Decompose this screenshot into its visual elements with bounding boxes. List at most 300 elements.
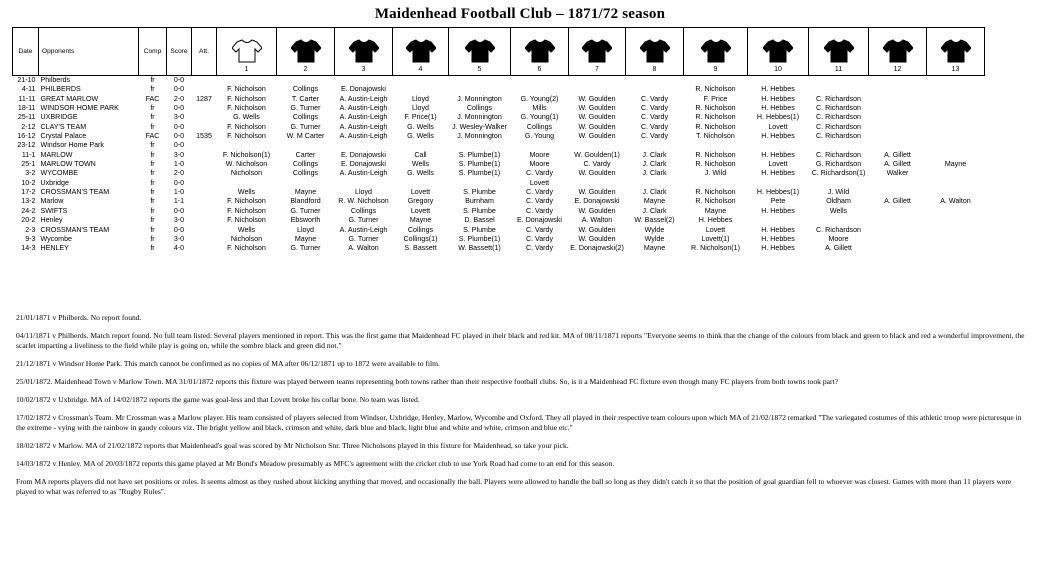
- player-cell: Mills: [532, 104, 547, 113]
- match-attendance: [192, 169, 217, 178]
- player-number: 1: [244, 65, 249, 73]
- match-row: [13, 226, 985, 235]
- match-row: [13, 169, 985, 178]
- match-opponent: MARLOW TOWN: [40, 160, 96, 169]
- player-cell: F. Nicholson: [227, 104, 266, 113]
- player-cell: Wylde: [644, 234, 665, 243]
- player-cell: [277, 141, 335, 150]
- player-cell: E. Donajowski: [574, 197, 620, 206]
- player-cell: Call: [414, 150, 427, 159]
- player-cell: [569, 141, 626, 150]
- player-number: 5: [477, 65, 482, 73]
- note-paragraph: 18/02/1872 v Marlow. MA of 21/02/1872 reports that Maidenhead's goal was scored by Mr Nicholson Snr. Three Nicholsons played in this fixture for Maidenhead, so take your pick.: [16, 440, 569, 450]
- player-cell: Lloyd: [412, 94, 429, 103]
- player-cell: A. Austin-Leigh: [339, 225, 388, 234]
- match-competition: FAC: [145, 132, 160, 141]
- player-cell: F. Nicholson: [227, 122, 266, 131]
- player-cell: W. Goulden: [578, 94, 616, 103]
- match-score: 0-0: [173, 104, 185, 113]
- match-competition: fr: [150, 122, 155, 131]
- player-number: 12: [893, 65, 902, 73]
- player-number: 3: [361, 65, 366, 73]
- player-cell: J. Clark: [642, 169, 667, 178]
- player-cell: H. Hebbes: [761, 85, 795, 94]
- player-cell: [335, 76, 393, 86]
- player-cell: [449, 141, 511, 150]
- black-shirt-icon: [824, 39, 854, 63]
- match-row: [13, 244, 985, 253]
- player-cell: Mayne: [294, 234, 317, 243]
- player-cell: G. Turner: [290, 104, 321, 113]
- header-date: Date: [13, 28, 39, 76]
- match-date: 11-11: [18, 94, 36, 103]
- player-cell: [869, 104, 927, 113]
- player-cell: C. Vardy: [525, 234, 554, 243]
- match-competition: fr: [150, 178, 155, 187]
- player-cell: [869, 85, 927, 94]
- player-cell: S. Bassett: [404, 244, 437, 253]
- player-number: 10: [774, 65, 782, 73]
- player-cell: [335, 179, 393, 188]
- player-cell: [809, 216, 869, 225]
- player-number: 6: [537, 65, 542, 73]
- player-cell: H. Hebbes: [761, 244, 795, 253]
- player-cell: A. Austin-Leigh: [339, 132, 388, 141]
- player-cell: F. Nicholson(1): [222, 150, 271, 159]
- match-score: 0-0: [173, 178, 185, 187]
- player-cell: [927, 104, 985, 113]
- player-cell: Blandford: [290, 197, 321, 206]
- player-cell: [927, 226, 985, 235]
- player-cell: C. Vardy: [525, 197, 554, 206]
- match-opponent: GREAT MARLOW: [40, 94, 99, 103]
- player-cell: F. Nicholson: [227, 244, 266, 253]
- player-cell: A. Gillett: [884, 160, 911, 169]
- player-cell: [869, 179, 927, 188]
- player-cell: Lovett: [410, 206, 431, 215]
- player-cell: J. Clark: [642, 188, 667, 197]
- player-cell: E. Donajowski: [341, 160, 386, 169]
- player-cell: [869, 113, 927, 122]
- player-cell: J. Clark: [642, 150, 667, 159]
- player-cell: [626, 76, 684, 86]
- player-cell: G. Richardson: [815, 160, 862, 169]
- player-cell: T. Carter: [291, 94, 320, 103]
- player-cell: [569, 76, 626, 86]
- player-cell: [927, 169, 985, 178]
- player-cell: H. Hebbes: [761, 225, 795, 234]
- player-cell: R. Nicholson: [695, 160, 736, 169]
- player-cell: F. Nicholson: [227, 132, 266, 141]
- header-att: Att.: [192, 28, 217, 76]
- match-score: 1-1: [173, 197, 185, 206]
- player-cell: [569, 85, 626, 94]
- player-cell: A. Austin-Leigh: [339, 104, 388, 113]
- note-paragraph: 21/01/1871 v Philberds. No report found.: [16, 313, 142, 322]
- player-cell: [449, 76, 511, 86]
- match-competition: fr: [150, 206, 155, 215]
- header-player-10: [748, 28, 809, 76]
- black-shirt-icon: [525, 39, 555, 63]
- player-cell: [684, 76, 748, 86]
- player-cell: F. Price: [703, 94, 728, 103]
- match-attendance: [192, 179, 217, 188]
- player-cell: C. Richardson: [816, 104, 861, 113]
- player-cell: F. Nicholson: [227, 206, 266, 215]
- player-cell: [511, 76, 569, 86]
- match-competition: fr: [150, 244, 155, 253]
- player-cell: G. Wells: [407, 169, 434, 178]
- player-cell: W. Goulden(1): [574, 150, 620, 159]
- player-cell: H. Hebbes: [761, 94, 795, 103]
- match-competition: fr: [150, 169, 155, 178]
- player-cell: R. Nicholson: [695, 197, 736, 206]
- match-opponent: Wycombe: [40, 234, 72, 243]
- black-shirt-icon: [763, 39, 793, 63]
- match-score: 4-0: [173, 244, 185, 253]
- player-cell: S. Plumbe: [463, 188, 496, 197]
- match-score: 1-0: [173, 160, 185, 169]
- player-cell: C. Richardson: [816, 225, 861, 234]
- player-cell: G. Turner: [348, 234, 379, 243]
- player-cell: Mayne: [643, 244, 666, 253]
- player-cell: W. Goulden: [578, 122, 616, 131]
- header-player-9: [684, 28, 748, 76]
- player-cell: [809, 76, 869, 86]
- note-paragraph: 10/02/1872 v Uxbridge. MA of 14/02/1872 reports the game was goal-less and that Lovett broke his collar bone. No team was listed.: [16, 394, 420, 404]
- player-cell: [927, 76, 985, 86]
- match-attendance: [192, 113, 217, 122]
- player-cell: [393, 76, 449, 86]
- player-cell: Collings: [350, 206, 377, 215]
- player-cell: Collings: [526, 122, 553, 131]
- match-table: [12, 27, 985, 254]
- player-cell: W. Goulden: [578, 169, 616, 178]
- match-row: [13, 151, 985, 160]
- match-attendance: [192, 244, 217, 253]
- player-cell: G. Turner: [348, 216, 379, 225]
- player-cell: [748, 141, 809, 150]
- player-number: 4: [418, 65, 423, 73]
- player-cell: [511, 85, 569, 94]
- match-competition: fr: [150, 141, 155, 150]
- match-competition: fr: [150, 234, 155, 243]
- player-number: 13: [951, 65, 960, 73]
- player-number: 8: [652, 65, 657, 73]
- player-cell: S. Plumbe(1): [458, 160, 501, 169]
- match-score: 0-0: [173, 76, 185, 84]
- player-cell: F. Price(1): [404, 113, 437, 122]
- header-score: Score: [167, 28, 192, 76]
- player-cell: [927, 123, 985, 132]
- header-player-13: [927, 28, 985, 76]
- player-cell: C. Richardson: [816, 94, 861, 103]
- player-cell: D. Bassel: [464, 216, 495, 225]
- player-cell: E. Donajowski: [341, 150, 386, 159]
- player-cell: G. Wells: [407, 122, 434, 131]
- player-cell: Lloyd: [355, 188, 372, 197]
- match-attendance: [192, 141, 217, 150]
- match-date: 14-3: [21, 244, 36, 253]
- player-cell: [869, 141, 927, 150]
- player-cell: G. Wells: [407, 132, 434, 141]
- player-cell: W. M Carter: [286, 132, 325, 141]
- player-cell: [511, 141, 569, 150]
- player-cell: Collings(1): [403, 234, 438, 243]
- match-score: 2-0: [173, 94, 185, 103]
- player-cell: R. Nicholson: [695, 150, 736, 159]
- match-competition: FAC: [145, 94, 160, 103]
- match-date: 20-2: [21, 216, 36, 225]
- player-cell: Collings: [292, 160, 319, 169]
- match-attendance: [192, 226, 217, 235]
- player-cell: F. Nicholson: [227, 197, 266, 206]
- header-player-11: [809, 28, 869, 76]
- match-attendance: [192, 85, 217, 94]
- player-cell: A. Gillett: [884, 197, 911, 206]
- player-cell: A. Gillett: [884, 150, 911, 159]
- header-player-2: [277, 28, 335, 76]
- player-cell: T. Nicholson: [696, 132, 735, 141]
- match-row: [13, 95, 985, 104]
- player-cell: W. Goulden: [578, 188, 616, 197]
- match-date: 11-1: [21, 150, 36, 159]
- player-cell: Walker: [886, 169, 909, 178]
- note-paragraph: 25/01/1872. Maidenhead Town v Marlow Town. MA 31/01/1872 reports this fixture was played between teams representing both towns rather than their respective football clubs. So, is it a Maidenhead FC fixture even though many FC players from both towns took part?: [16, 376, 838, 386]
- match-opponent: WINDSOR HOME PARK: [40, 104, 119, 113]
- player-cell: [684, 179, 748, 188]
- player-cell: Oldham: [826, 197, 851, 206]
- match-row: [13, 216, 985, 225]
- player-number: 11: [834, 65, 843, 73]
- player-cell: S. Plumbe: [463, 225, 496, 234]
- player-cell: J. Wild: [704, 169, 727, 178]
- match-notes: [16, 313, 1028, 505]
- match-opponent: Marlow: [40, 197, 64, 206]
- match-opponent: HENLEY: [40, 244, 69, 253]
- player-number: 9: [713, 65, 718, 73]
- match-opponent: Crystal Palace: [40, 132, 87, 141]
- player-cell: Wells: [829, 206, 848, 215]
- player-cell: W. Goulden: [578, 206, 616, 215]
- player-cell: Ebsworth: [290, 216, 321, 225]
- player-cell: Carter: [295, 150, 316, 159]
- note-paragraph: 17/02/1872 v Crossman's Team. Mr Crossman was a Marlow player. His team consisted of players selected from Windsor, Uxbridge, Henley, Marlow, Wycombe and Oxford. They all played in their respective team colours upon which MA of 21/02/1872 remarked "The variegated costumes of this athletic troop were picturesque in the extreme - vying with the rainbow in gaudy colours viz. The bright yellow and black, crimson and white, dark blue and black, light blue and white and white, crimson and blue etc.": [16, 413, 1022, 432]
- player-cell: E. Donajowski(2): [570, 244, 624, 253]
- black-shirt-icon: [465, 39, 495, 63]
- player-cell: [927, 132, 985, 141]
- match-row: [13, 179, 985, 188]
- player-cell: [748, 179, 809, 188]
- match-date: 24-2: [21, 206, 36, 215]
- player-cell: R. Nicholson: [695, 85, 736, 94]
- match-attendance: [192, 123, 217, 132]
- player-cell: Mayne: [643, 197, 666, 206]
- match-date: 25-11: [17, 113, 36, 122]
- header-player-8: [626, 28, 684, 76]
- player-cell: F. Nicholson: [227, 85, 266, 94]
- player-cell: Mayne: [944, 160, 967, 169]
- player-cell: [277, 179, 335, 188]
- match-opponent: WYCOMBE: [40, 169, 78, 178]
- player-cell: [869, 95, 927, 104]
- match-opponent: SWIFTS: [40, 206, 68, 215]
- match-attendance: [192, 207, 217, 216]
- player-number: 7: [595, 65, 599, 73]
- player-cell: [927, 179, 985, 188]
- match-date: 10-2: [21, 178, 36, 187]
- player-cell: Lovett: [410, 188, 431, 197]
- match-date: 3-2: [25, 169, 36, 178]
- player-cell: [869, 226, 927, 235]
- player-cell: Lovett: [768, 122, 788, 131]
- player-cell: [927, 151, 985, 160]
- player-cell: [449, 179, 511, 188]
- player-cell: A. Walton: [940, 197, 971, 206]
- player-cell: C. Vardy: [640, 122, 669, 131]
- header-player-3: [335, 28, 393, 76]
- player-cell: W. Goulden: [578, 113, 616, 122]
- player-cell: Collings: [292, 169, 319, 178]
- player-cell: W. Nicholson: [225, 160, 268, 169]
- match-opponent: PHILBERDS: [40, 85, 81, 94]
- player-cell: [869, 216, 927, 225]
- match-score: 0-0: [173, 141, 185, 150]
- player-cell: [869, 188, 927, 197]
- player-cell: [449, 85, 511, 94]
- black-shirt-icon: [406, 39, 436, 63]
- match-score: 0-0: [173, 85, 185, 94]
- player-cell: W. Goulden: [578, 234, 616, 243]
- player-cell: C. Vardy: [640, 113, 669, 122]
- player-cell: [809, 85, 869, 94]
- player-cell: [927, 113, 985, 122]
- match-opponent: CLAY'S TEAM: [40, 122, 87, 131]
- player-cell: [217, 76, 277, 86]
- match-date: 2-12: [21, 122, 36, 131]
- player-cell: A. Austin-Leigh: [339, 113, 388, 122]
- header-player-6: [511, 28, 569, 76]
- note-paragraph: 21/12/1871 v Windsor Home Park. This match cannot be confirmed as no copies of MA after 06/12/1871 up to 1872 were available to film.: [16, 358, 440, 368]
- header-player-1: [217, 28, 277, 76]
- player-cell: F. Nicholson: [227, 216, 266, 225]
- match-competition: fr: [150, 85, 155, 94]
- player-cell: C. Richardson: [816, 132, 861, 141]
- player-cell: [809, 179, 869, 188]
- player-cell: Lovett: [529, 178, 550, 187]
- player-cell: Lovett: [705, 225, 726, 234]
- player-cell: J. Monnington: [457, 113, 502, 122]
- player-cell: C. Vardy: [640, 94, 669, 103]
- player-cell: C. Vardy: [525, 244, 554, 253]
- player-cell: [927, 235, 985, 244]
- player-cell: [869, 235, 927, 244]
- black-shirt-icon: [640, 39, 670, 63]
- player-cell: [927, 244, 985, 253]
- player-cell: [217, 179, 277, 188]
- player-cell: Lovett: [768, 160, 788, 169]
- player-cell: R. Nicholson: [695, 188, 736, 197]
- player-cell: Moore: [529, 160, 550, 169]
- match-score: 3-0: [173, 216, 185, 225]
- match-date: 2-3: [25, 225, 36, 234]
- player-cell: R. Nicholson: [695, 104, 736, 113]
- match-row: [13, 104, 985, 113]
- black-shirt-icon: [582, 39, 612, 63]
- player-cell: H. Hebbes: [761, 234, 795, 243]
- player-cell: G. Young(2): [520, 94, 559, 103]
- player-cell: C. Vardy: [525, 169, 554, 178]
- player-cell: [869, 244, 927, 253]
- player-cell: [393, 141, 449, 150]
- player-cell: Nicholson: [230, 169, 263, 178]
- match-opponent: Philberds: [40, 76, 71, 84]
- note-paragraph: From MA reports players did not have set positions or roles. It seems almost as they rushed about kicking anything that moved, and occasionally the ball. Players were allowed to handle the ball so long as they didn't catch it so that the position of goal guardian fell to whoever was closest. Games with more than 11 players were played to what was referred to as "Rugby Rules".: [16, 476, 1012, 496]
- player-cell: H. Hebbes(1): [756, 188, 800, 197]
- match-row: [13, 235, 985, 244]
- player-cell: A. Walton: [581, 216, 613, 225]
- player-cell: [626, 179, 684, 188]
- player-cell: [869, 207, 927, 216]
- player-cell: Collings: [407, 225, 434, 234]
- match-opponent: Henley: [40, 216, 63, 225]
- player-cell: [277, 76, 335, 86]
- match-competition: fr: [150, 104, 155, 113]
- match-score: 1-0: [173, 188, 185, 197]
- header-player-7: [569, 28, 626, 76]
- match-date: 9-3: [25, 234, 36, 243]
- player-cell: Nicholson: [230, 234, 263, 243]
- player-cell: [217, 141, 277, 150]
- player-cell: C. Richardson: [816, 122, 861, 131]
- player-cell: [393, 179, 449, 188]
- match-opponent: CROSSMAN'S TEAM: [40, 225, 110, 234]
- player-cell: [869, 123, 927, 132]
- match-row: [13, 141, 985, 150]
- player-cell: [869, 132, 927, 141]
- header-player-5: [449, 28, 511, 76]
- note-paragraph: 04/11/1871 v Philberds. Match report found. No full team listed. Several players mentioned in report. This was the first game that Maidenhead FC played in their black and red kit. MA of 08/11/1871 reports "Everyone seems to think that the change of the colours from black and green to black and red a wonderful improvement, the scarlet imparting a liveliness to the field while play is going on, while the sombre black and green did not.": [16, 331, 1025, 350]
- match-competition: fr: [150, 225, 155, 234]
- player-cell: [809, 141, 869, 150]
- match-competition: fr: [150, 188, 155, 197]
- match-row: [13, 113, 985, 122]
- player-cell: Moore: [529, 150, 550, 159]
- player-cell: Wylde: [644, 225, 665, 234]
- match-row: [13, 85, 985, 94]
- player-cell: C. Vardy: [525, 188, 554, 197]
- player-cell: Pete: [770, 197, 786, 206]
- match-opponent: MARLOW: [40, 150, 73, 159]
- player-cell: Lloyd: [297, 225, 314, 234]
- player-cell: Wells: [237, 225, 256, 234]
- match-attendance: 1287: [196, 94, 212, 103]
- player-cell: C. Vardy: [583, 160, 611, 169]
- player-cell: J. Wild: [827, 188, 850, 197]
- match-competition: fr: [150, 160, 155, 169]
- match-competition: fr: [150, 216, 155, 225]
- match-attendance: 1535: [196, 132, 212, 141]
- match-date: 18-11: [17, 104, 36, 113]
- match-attendance: [192, 76, 217, 86]
- black-shirt-icon: [701, 39, 731, 63]
- player-cell: C. Richardson: [816, 113, 861, 122]
- player-cell: A. Austin-Leigh: [339, 122, 388, 131]
- match-opponent: UXBRIDGE: [40, 113, 78, 122]
- match-row: [13, 76, 985, 86]
- player-cell: E. Donajowski: [517, 216, 562, 225]
- player-cell: [748, 76, 809, 86]
